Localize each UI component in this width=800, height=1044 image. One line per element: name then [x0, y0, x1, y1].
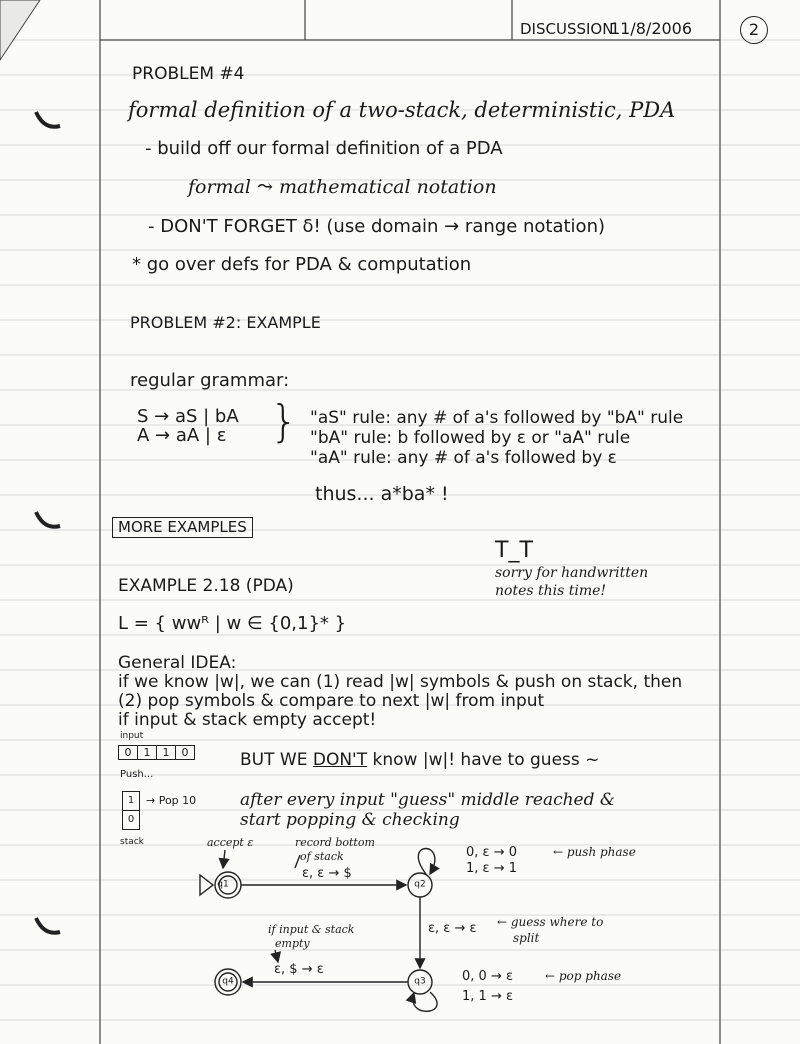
push-rule-1: 1, ε → 1 [466, 861, 517, 876]
header-date: 11/8/2006 [610, 19, 693, 38]
grammar-label: regular grammar: [130, 370, 290, 391]
transition-q2-q3: ε, ε → ε [428, 921, 477, 936]
apology-line-2: notes this time! [495, 583, 607, 599]
input-cell: 1 [138, 746, 157, 759]
problem4-bullet-defs: * go over defs for PDA & computation [132, 254, 472, 275]
problem2-heading: PROBLEM #2: EXAMPLE [130, 313, 321, 332]
emote: T_T [495, 538, 533, 563]
but-note-post: know |w|! have to guess ~ [367, 750, 600, 770]
problem4-definition: formal definition of a two-stack, deterministic, PDA [128, 98, 676, 122]
input-cell: 0 [119, 746, 138, 759]
input-cell: 0 [181, 746, 189, 759]
pop-phase-note: ← pop phase [545, 969, 622, 983]
guess-note-1: ← guess where to [497, 915, 604, 929]
push-rule-0: 0, ε → 0 [466, 845, 517, 860]
problem4-bullet-delta: - DON'T FORGET δ! (use domain → range notation) [148, 216, 606, 237]
after-line-2: start popping & checking [240, 810, 460, 830]
problem4-heading: PROBLEM #4 [132, 64, 245, 84]
but-note-dont: DON'T [312, 750, 368, 770]
state-q3-label: q3 [414, 976, 426, 987]
guess-note-2: split [513, 931, 540, 945]
transition-q1-q2: ε, ε → $ [302, 866, 352, 881]
idea-line-1: if we know |w|, we can (1) read |w| symbols & push on stack, then [118, 672, 683, 692]
page-number: 2 [748, 20, 760, 39]
accept-arrow [223, 850, 225, 868]
stack-cell: 1 [123, 792, 139, 811]
idea-line-3: if input & stack empty accept! [118, 710, 377, 730]
header-title: DISCUSSION [520, 20, 614, 38]
idea-line-2: (2) pop symbols & compare to next |w| from input [118, 691, 545, 711]
problem4-bullet-build: - build off our formal definition of a PDA [145, 138, 503, 159]
general-idea-label: General IDEA: [118, 653, 237, 673]
more-examples-heading: MORE EXAMPLES [112, 517, 253, 538]
state-q4-label: q4 [222, 976, 234, 987]
example-title: EXAMPLE 2.18 (PDA) [118, 576, 294, 596]
input-label: input [120, 731, 144, 741]
accept-epsilon-note: accept ε [207, 836, 254, 849]
stack-label: stack [120, 837, 144, 847]
transition-q3-q4: ε, $ → ε [274, 962, 324, 977]
explain-ba-rule: "bA" rule: b followed by ε or "aA" rule [310, 428, 631, 448]
problem4-formal-notation: formal ⤳ mathematical notation [188, 176, 497, 198]
push-phase-note: ← push phase [553, 845, 636, 859]
start-arrow [200, 875, 213, 895]
explain-aa-rule: "aA" rule: any # of a's followed by ε [310, 448, 617, 468]
empty-note-2: empty [275, 937, 310, 950]
pop-rule-0: 0, 0 → ε [462, 969, 513, 984]
loop-q2 [418, 849, 435, 875]
state-q1-label: q1 [217, 879, 229, 890]
record-bottom-note-2: of stack [300, 850, 344, 863]
stack-cell: 0 [127, 814, 135, 825]
state-q2-label: q2 [414, 879, 426, 890]
apology-line-1: sorry for handwritten [495, 565, 649, 581]
grammar-rule-s: S → aS | bA [137, 406, 239, 427]
pop-label: → Pop 10 [146, 794, 197, 807]
example-language: L = { wwᴿ | w ∈ {0,1}* } [118, 613, 347, 634]
empty-arrow [275, 950, 278, 962]
pop-rule-1: 1, 1 → ε [462, 989, 513, 1004]
loop-q3 [413, 992, 437, 1011]
grammar-rule-a: A → aA | ε [137, 425, 227, 446]
grammar-brace: } [270, 396, 298, 447]
explain-as-rule: "aS" rule: any # of a's followed by "bA" rule [310, 408, 684, 428]
grammar-conclusion: thus... a*ba* ! [315, 483, 449, 505]
after-line-1: after every input "guess" middle reached & [240, 790, 616, 810]
record-bottom-note-1: record bottom [295, 836, 375, 849]
but-note-pre: BUT WE [240, 750, 313, 770]
push-label: Push... [120, 769, 154, 780]
empty-note-1: if input & stack [268, 923, 355, 936]
input-cell: 1 [157, 746, 176, 759]
